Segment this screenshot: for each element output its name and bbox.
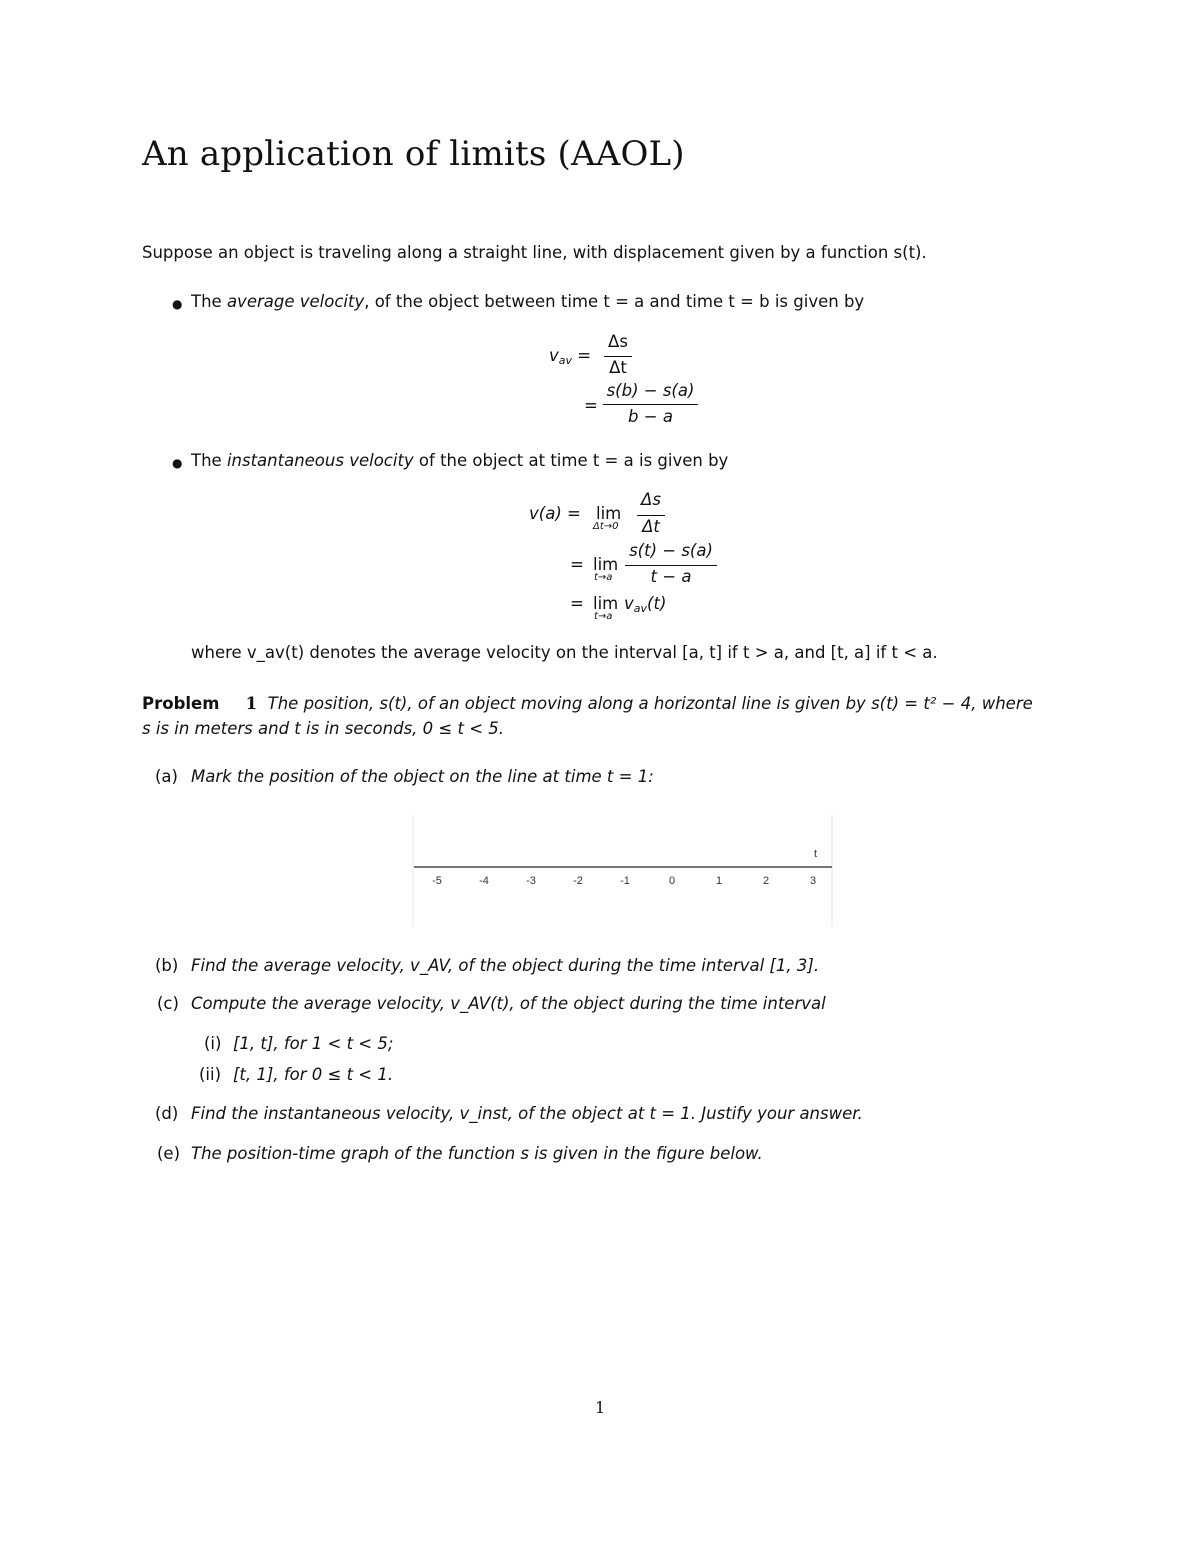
bullet1-rest: , of the object between time t = a and time t = b is given by (364, 292, 865, 311)
number-line[interactable] (412, 815, 834, 927)
part-a-label: (a) (155, 767, 178, 786)
lim-operator: lim (596, 504, 622, 523)
page-title: An application of limits (AAOL) (142, 134, 685, 174)
part-ci-label: (i) (204, 1034, 222, 1053)
tick-label: -5 (432, 875, 442, 887)
part-d-label: (d) (155, 1104, 179, 1123)
part-b-label: (b) (155, 956, 179, 975)
part-a-text: Mark the position of the object on the line at time t = 1: (191, 767, 654, 786)
formula-inst-num1: Δs (641, 490, 661, 509)
part-ci-text: [1, t], for 1 < t < 5; (233, 1034, 394, 1053)
lim-operator: lim (593, 594, 619, 613)
axis-end-label: t (814, 848, 818, 860)
bullet2-rest: of the object at time t = a is given by (413, 451, 729, 470)
formula-avg-lhs: $v_{av}$ = (549, 346, 592, 367)
tick-label: -2 (573, 875, 583, 887)
bullet1-term: average velocity (226, 292, 365, 311)
equals-sign: = (584, 396, 598, 415)
formula-inst-num2: s(t) − s(a) (629, 541, 713, 560)
fraction-bar (603, 404, 698, 405)
bullet-instantaneous-velocity (191, 451, 728, 470)
intro-paragraph: Suppose an object is traveling along a straight line, with displacement given by a function s(t). (142, 243, 927, 262)
where-line: where v_av(t) denotes the average velocity on the interval [a, t] if t > a, and [t, a] if t < a. (191, 643, 938, 662)
formula-inst-den2: t − a (650, 567, 692, 586)
formula-avg-num1: Δs (608, 332, 628, 351)
tick-label: 3 (809, 875, 817, 887)
part-e-label: (e) (157, 1144, 181, 1163)
formula-inst-lhs: v(a) = (529, 504, 581, 523)
formula-avg-num2: s(b) − s(a) (606, 381, 695, 400)
formula-inst-last: $v_{av}(t)$ (624, 594, 667, 615)
problem-line-2: s is in meters and t is in seconds, 0 ≤ t < 5. (142, 719, 505, 738)
part-b-text: Find the average velocity, v_AV, of the object during the time interval [1, 3]. (191, 956, 820, 975)
part-c-label: (c) (157, 994, 179, 1013)
formula-avg-den2: b − a (628, 407, 673, 426)
bullet2-term: instantaneous velocity (226, 451, 414, 470)
tick-label: 1 (715, 875, 723, 887)
number-line-svg (412, 815, 834, 927)
bullet-marker: ● (172, 297, 183, 311)
problem-label: Problem (142, 694, 220, 713)
lim-operator: lim (593, 555, 619, 574)
bullet1-prefix: The (191, 292, 227, 311)
equals-sign: = (570, 594, 584, 613)
tick-label: 0 (668, 875, 676, 887)
part-d-text: Find the instantaneous velocity, v_inst, of the object at t = 1. Justify your answer. (191, 1104, 863, 1123)
problem-number: 1 (245, 694, 258, 713)
bullet-marker: ● (172, 456, 183, 470)
part-cii-text: [t, 1], for 0 ≤ t < 1. (233, 1065, 394, 1084)
lim-subscript: t→a (594, 611, 613, 622)
number-line-ticks (432, 875, 816, 887)
tick-label: -1 (620, 875, 630, 887)
tick-label: -4 (479, 875, 489, 887)
problem-line-1 (142, 694, 1033, 713)
formula-inst-den1: Δt (642, 517, 660, 536)
equals-sign: = (570, 555, 584, 574)
page-number: 1 (595, 1398, 606, 1417)
part-e-text: The position-time graph of the function s is given in the figure below. (191, 1144, 763, 1163)
bullet-average-velocity (191, 292, 864, 311)
bullet2-prefix: The (191, 451, 227, 470)
formula-avg-den1: Δt (609, 358, 627, 377)
tick-label: 2 (762, 875, 770, 887)
problem-text-1: The position, s(t), of an object moving along a horizontal line is given by s(t) = t² − 4, where (267, 694, 1033, 713)
lim-subscript: t→a (594, 572, 613, 583)
tick-label: -3 (526, 875, 536, 887)
lim-subscript: Δt→0 (593, 521, 619, 532)
part-c-text: Compute the average velocity, v_AV(t), of the object during the time interval (191, 994, 826, 1013)
part-cii-label: (ii) (199, 1065, 222, 1084)
